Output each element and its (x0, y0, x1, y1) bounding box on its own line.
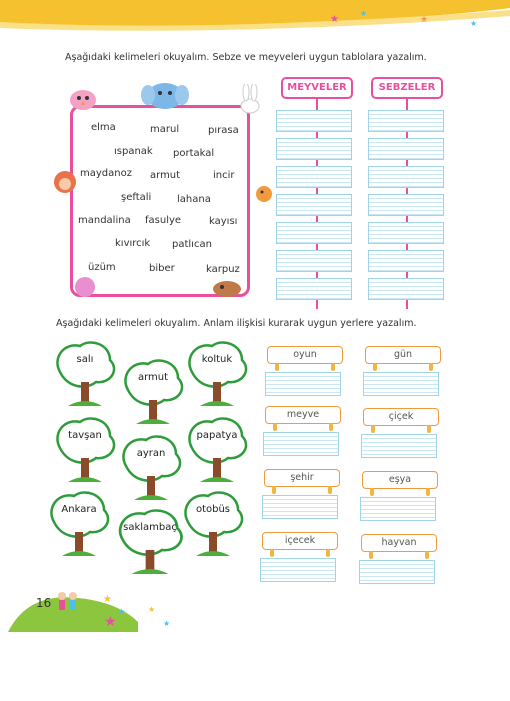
vegetable-write-line[interactable] (368, 278, 444, 300)
fruit-write-line[interactable] (276, 250, 352, 272)
svg-text:★: ★ (104, 614, 117, 630)
word-item: incir (213, 170, 235, 181)
category-sign: içecek (262, 532, 338, 550)
word-item: kıvırcık (115, 238, 151, 249)
top-banner (0, 0, 510, 32)
sign-post (370, 488, 374, 496)
sign-post (373, 363, 377, 371)
sign-post (369, 551, 373, 559)
vegetable-write-line[interactable] (368, 110, 444, 132)
word-item: biber (149, 263, 175, 274)
tree-word: tavşan (68, 430, 102, 441)
sign-post (328, 486, 332, 494)
fruit-write-line[interactable] (276, 138, 352, 160)
bee-illustration (254, 184, 274, 204)
kids-illustration (56, 590, 80, 612)
answer-box[interactable] (359, 560, 435, 584)
fruits-header: MEYVELER (281, 77, 353, 99)
fruit-write-line[interactable] (276, 110, 352, 132)
answer-box[interactable] (260, 558, 336, 582)
word-item: pırasa (208, 125, 239, 136)
svg-text:★: ★ (103, 594, 112, 605)
word-item: ıspanak (114, 146, 153, 157)
instruction-2: Aşağıdaki kelimeleri okuyalım. Anlam ilişkisi kurarak uygun yerlere yazalım. (56, 318, 417, 329)
rabbit-illustration (230, 84, 270, 114)
word-tree (112, 506, 188, 578)
svg-text:★: ★ (330, 14, 339, 25)
category-sign: eşya (362, 471, 438, 489)
answer-box[interactable] (265, 372, 341, 396)
elephant-illustration (140, 78, 190, 110)
word-item: üzüm (88, 262, 116, 273)
tree-word: salı (76, 354, 94, 365)
word-tree (50, 338, 120, 410)
sign-post (429, 363, 433, 371)
category-sign: hayvan (361, 534, 437, 552)
word-item: mandalina (78, 215, 131, 226)
tree-word: armut (137, 372, 169, 383)
page-number: 16 (36, 596, 52, 610)
sign-post (331, 363, 335, 371)
tree-word: papatya (196, 430, 238, 441)
svg-text:★: ★ (118, 607, 126, 616)
sign-post (270, 549, 274, 557)
svg-text:★: ★ (420, 15, 429, 25)
vegetable-write-line[interactable] (368, 138, 444, 160)
svg-text:★: ★ (360, 9, 368, 18)
word-item: elma (91, 122, 116, 133)
fruit-write-line[interactable] (276, 222, 352, 244)
fruit-write-line[interactable] (276, 166, 352, 188)
fruit-write-line[interactable] (276, 194, 352, 216)
sign-post (427, 425, 431, 433)
word-tree (50, 414, 120, 486)
word-item: fasulye (145, 215, 182, 226)
bird-illustration (62, 84, 104, 112)
word-item: maydanoz (80, 168, 132, 179)
word-item: portakal (173, 148, 215, 159)
sign-post (329, 423, 333, 431)
vegetable-write-line[interactable] (368, 166, 444, 188)
instruction-1: Aşağıdaki kelimeleri okuyalım. Sebze ve meyveleri uygun tablolara yazalım. (65, 52, 427, 63)
word-item: lahana (177, 194, 211, 205)
word-tree (116, 432, 186, 504)
tree-word: saklambaç (123, 522, 177, 533)
monkey-illustration (52, 168, 78, 198)
tree-word: koltuk (201, 354, 233, 365)
answer-box[interactable] (263, 432, 339, 456)
answer-box[interactable] (363, 372, 439, 396)
word-box (70, 105, 250, 297)
word-tree (44, 488, 114, 560)
svg-text:★: ★ (470, 19, 478, 28)
pink-creature-illustration (72, 272, 98, 298)
word-tree (118, 356, 188, 428)
sign-post (426, 488, 430, 496)
sign-post (272, 486, 276, 494)
word-item: marul (150, 124, 180, 135)
word-item: patlıcan (172, 239, 212, 250)
vegetable-write-line[interactable] (368, 250, 444, 272)
sign-post (371, 425, 375, 433)
answer-box[interactable] (361, 434, 437, 458)
svg-text:★: ★ (163, 619, 171, 628)
vegetable-write-line[interactable] (368, 222, 444, 244)
word-tree (182, 414, 252, 486)
word-tree (178, 488, 248, 560)
answer-box[interactable] (360, 497, 436, 521)
word-item: şeftali (121, 192, 152, 203)
fruit-write-line[interactable] (276, 278, 352, 300)
word-item: karpuz (206, 264, 240, 275)
sign-post (425, 551, 429, 559)
category-sign: gün (365, 346, 441, 364)
category-sign: şehir (264, 469, 340, 487)
sign-post (326, 549, 330, 557)
cow-illustration (210, 276, 244, 298)
word-tree (182, 338, 252, 410)
svg-text:★: ★ (148, 605, 156, 614)
word-item: armut (150, 170, 181, 181)
tree-word: ayran (136, 448, 166, 459)
tree-word: Ankara (61, 504, 97, 515)
sign-post (273, 423, 277, 431)
grass-hill (8, 582, 188, 632)
category-sign: meyve (265, 406, 341, 424)
sign-post (275, 363, 279, 371)
category-sign: çiçek (363, 408, 439, 426)
word-item: kayısı (209, 216, 238, 227)
vegetables-header: SEBZELER (371, 77, 443, 99)
vegetable-write-line[interactable] (368, 194, 444, 216)
category-sign: oyun (267, 346, 343, 364)
answer-box[interactable] (262, 495, 338, 519)
tree-word: otobüs (195, 504, 231, 515)
